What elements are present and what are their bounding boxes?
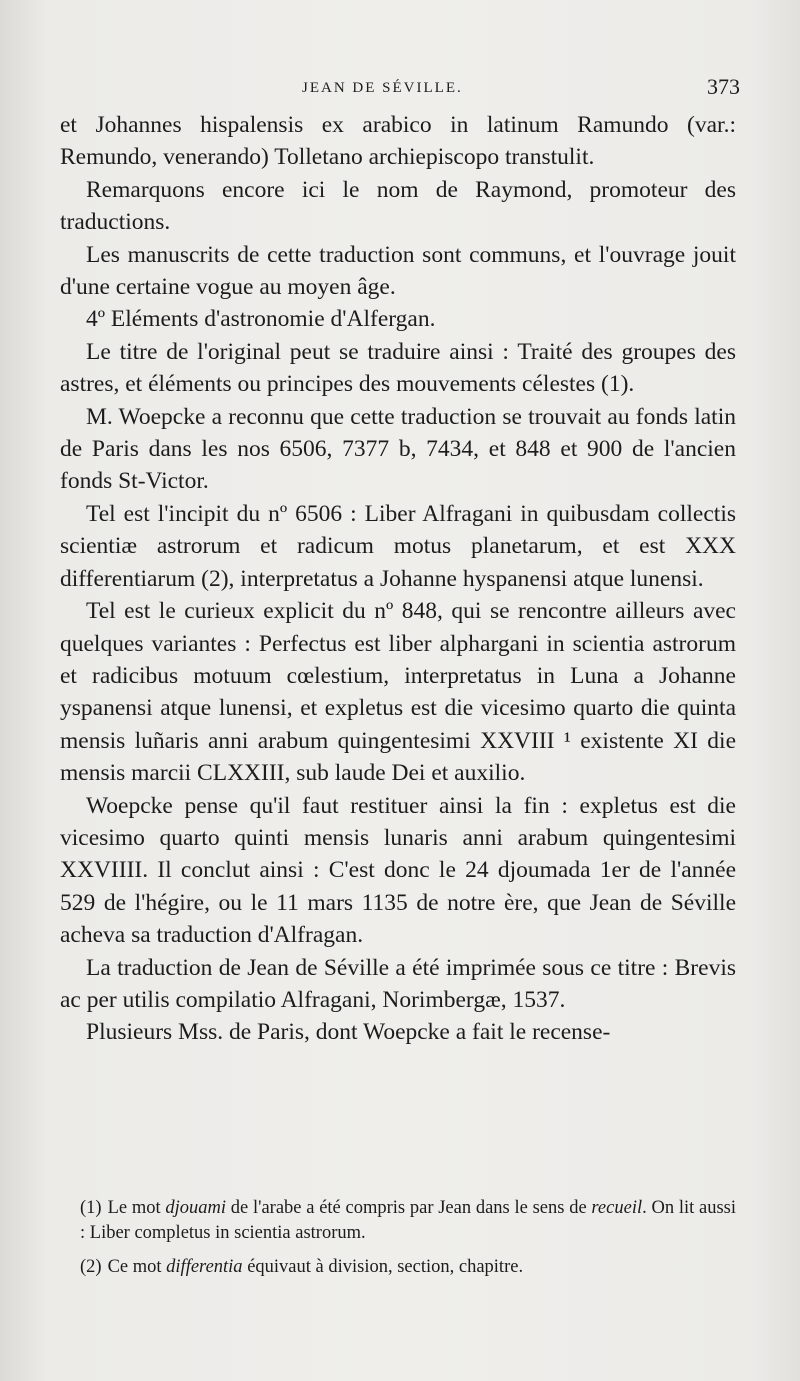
paragraph: Remarquons encore ici le nom de Raymond, promoteur des traductions. xyxy=(60,176,736,236)
paragraph: Plusieurs Mss. de Paris, dont Woepcke a fait le recense- xyxy=(86,1019,611,1046)
footnote-text: équivaut à division, section, chapitre. xyxy=(242,1257,524,1277)
paragraph: La traduction de Jean de Séville a été imprimée sous ce titre : Brevis ac per utilis compilatio Alfragani, Norimbergæ, 1537. xyxy=(60,954,736,1013)
section-heading: 4º Eléments d'astronomie d'Alfergan. xyxy=(86,306,436,333)
footnote-text: . On lit aussi : Liber completus in scientia astrorum. xyxy=(80,1198,737,1243)
footnote-text: Le mot xyxy=(107,1198,166,1218)
paragraph: Tel est le curieux explicit du nº 848, qui se rencontre ailleurs avec quelques variantes : Perfectus est liber alphargani in scientia astrorum et radicibus motuum cœlestium, interpretatus in Luna a Johanne yspanensi atque lunensi, et expletus est die vicesimo quarto die quinta mensis luñaris anni arabum quingentesimi XXVIII ¹ existente XI die mensis marcii CLXXIII, sub laude Dei et auxilio. xyxy=(60,598,736,787)
footnote-2 xyxy=(80,1255,736,1280)
footnote-text: Ce mot xyxy=(107,1257,167,1277)
paragraph: M. Woepcke a reconnu que cette traduction se trouvait au fonds latin de Paris dans les nos 6506, 7377 b, 7434, et 848 et 900 de l'ancien fonds St-Victor. xyxy=(60,403,736,495)
running-head: JEAN DE SÉVILLE. xyxy=(302,80,463,96)
footnotes xyxy=(80,1196,736,1280)
page-number: 373 xyxy=(707,74,740,99)
footnote-number: (1) xyxy=(80,1198,102,1218)
paragraph: Le titre de l'original peut se traduire ainsi : Traité des groupes des astres, et éléments ou principes des mouvements célestes (1). xyxy=(60,338,736,398)
page-header xyxy=(90,74,740,104)
footnote-1 xyxy=(80,1196,736,1246)
footnote-text: de l'arabe a été compris par Jean dans le sens de xyxy=(226,1198,592,1218)
paragraph: Tel est l'incipit du nº 6506 : Liber Alfragani in quibusdam collectis scientiæ astrorum et radicum motus planetarum, et est XXX differentiarum (2), interpretatus a Johanne hyspanensi atque lunensi. xyxy=(60,500,736,592)
footnote-italic: differentia xyxy=(166,1257,243,1277)
footnote-italic: djouami xyxy=(165,1198,227,1218)
paragraph: et Johannes hispalensis ex arabico in latinum Ramundo (var.: Remundo, venerando) Tolletano archiepiscopo transtulit. xyxy=(60,112,736,171)
paragraph: Les manuscrits de cette traduction sont communs, et l'ouvrage jouit d'une certaine vogue au moyen âge. xyxy=(60,241,736,301)
paragraph: Woepcke pense qu'il faut restituer ainsi la fin : expletus est die vicesimo quarto quinti mensis lunaris anni arabum quingentesimi XXVIIII. Il conclut ainsi : C'est donc le 24 djoumada 1er de l'année 529 de l'hégire, ou le 11 mars 1135 de notre ère, que Jean de Séville acheva sa traduction d'Alfragan. xyxy=(60,792,736,949)
body-text xyxy=(60,109,736,1049)
footnote-number: (2) xyxy=(80,1257,102,1277)
footnote-italic: recueil xyxy=(591,1198,643,1218)
